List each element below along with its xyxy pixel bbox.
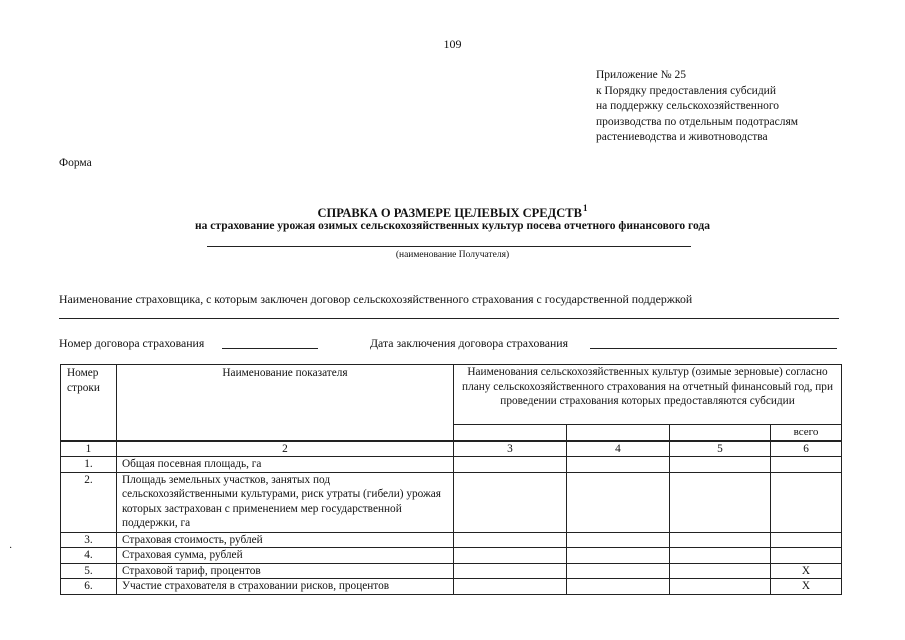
row-indicator: Общая посевная площадь, га (117, 457, 454, 473)
row-number: 1. (61, 457, 117, 473)
value-cell[interactable] (454, 532, 567, 548)
header-crops: Наименования сельскохозяйственных культур (озимые зерновые) согласно плану сельскохозяйственного страхования на отчетный финансовый год, при проведении страхования которых предоставляются субсидии (454, 365, 842, 425)
row-indicator: Страховая сумма, рублей (117, 548, 454, 564)
value-cell[interactable] (567, 563, 670, 579)
recipient-name-line[interactable] (207, 246, 691, 247)
total-cell: Х (771, 563, 842, 579)
value-cell[interactable] (670, 532, 771, 548)
value-cell[interactable] (454, 457, 567, 473)
recipient-caption: (наименование Получателя) (395, 250, 510, 260)
page-number: 109 (443, 37, 462, 51)
column-number: 4 (567, 441, 670, 457)
value-cell[interactable] (454, 548, 567, 564)
total-cell[interactable] (771, 548, 842, 564)
appendix-line: на поддержку сельскохозяйственного (596, 100, 780, 112)
header-indicator: Наименование показателя (117, 365, 454, 441)
table-row (61, 457, 842, 473)
value-cell[interactable] (670, 472, 771, 532)
column-number: 3 (454, 441, 567, 457)
row-number: 2. (61, 472, 117, 532)
contract-date-line[interactable] (590, 348, 837, 349)
total-cell[interactable] (771, 457, 842, 473)
row-number: 5. (61, 563, 117, 579)
column-number: 1 (61, 441, 117, 457)
appendix-line: Приложение № 25 (596, 69, 686, 81)
document-subtitle: на страхование урожая озимых сельскохозяйственных культур посева отчетного финансового года (195, 220, 710, 232)
value-cell[interactable] (670, 563, 771, 579)
margin-mark: · (9, 543, 13, 554)
table-row (61, 548, 842, 564)
row-indicator: Участие страхователя в страховании рисков, процентов (117, 579, 454, 595)
appendix-line: производства по отдельным подотраслям (596, 115, 799, 128)
table-row (61, 579, 842, 595)
form-label: Форма (59, 157, 92, 169)
value-cell[interactable] (567, 532, 670, 548)
row-number: 4. (61, 548, 117, 564)
appendix-line: к Порядку предоставления субсидий (596, 84, 776, 97)
row-number: 3. (61, 532, 117, 548)
crop-name-cell[interactable] (567, 425, 670, 441)
header-total: всего (771, 425, 842, 441)
value-cell[interactable] (454, 579, 567, 595)
value-cell[interactable] (567, 457, 670, 473)
crop-name-cell[interactable] (670, 425, 771, 441)
row-indicator: Страховой тариф, процентов (117, 563, 454, 579)
column-number: 5 (670, 441, 771, 457)
contract-date-label: Дата заключения договора страхования (370, 336, 569, 350)
crop-name-cell[interactable] (454, 425, 567, 441)
table-row (61, 563, 842, 579)
value-cell[interactable] (454, 472, 567, 532)
table-row (61, 532, 842, 548)
row-number: 6. (61, 579, 117, 595)
row-indicator: Площадь земельных участков, занятых под сельскохозяйственными культурами, риск утраты (гибели) урожая которых застрахован с применением мер государственной поддержки, га (117, 472, 454, 532)
appendix-note (596, 68, 798, 146)
document-title-text: СПРАВКА О РАЗМЕРЕ ЦЕЛЕВЫХ СРЕДСТВ (317, 206, 582, 220)
value-cell[interactable] (567, 579, 670, 595)
value-cell[interactable] (670, 457, 771, 473)
header-row-number: Номер строки (61, 365, 117, 441)
column-number: 6 (771, 441, 842, 457)
table-row (61, 472, 842, 532)
value-cell[interactable] (670, 548, 771, 564)
contract-number-label: Номер договора страхования (59, 336, 205, 350)
appendix-line: растениеводства и животноводства (596, 131, 768, 143)
insurer-name-line[interactable] (59, 318, 839, 319)
row-indicator: Страховая стоимость, рублей (117, 532, 454, 548)
column-number: 2 (117, 441, 454, 457)
total-cell: Х (771, 579, 842, 595)
title-footnote-mark: 1 (582, 203, 588, 213)
insurer-label: Наименование страховщика, с которым заключен договор сельскохозяйственного страхования с государственной поддержкой (59, 292, 693, 306)
value-cell[interactable] (670, 579, 771, 595)
contract-number-line[interactable] (222, 348, 318, 349)
value-cell[interactable] (567, 472, 670, 532)
total-cell[interactable] (771, 472, 842, 532)
subsidy-table (60, 364, 842, 595)
document-title (0, 203, 905, 221)
value-cell[interactable] (567, 548, 670, 564)
value-cell[interactable] (454, 563, 567, 579)
total-cell[interactable] (771, 532, 842, 548)
